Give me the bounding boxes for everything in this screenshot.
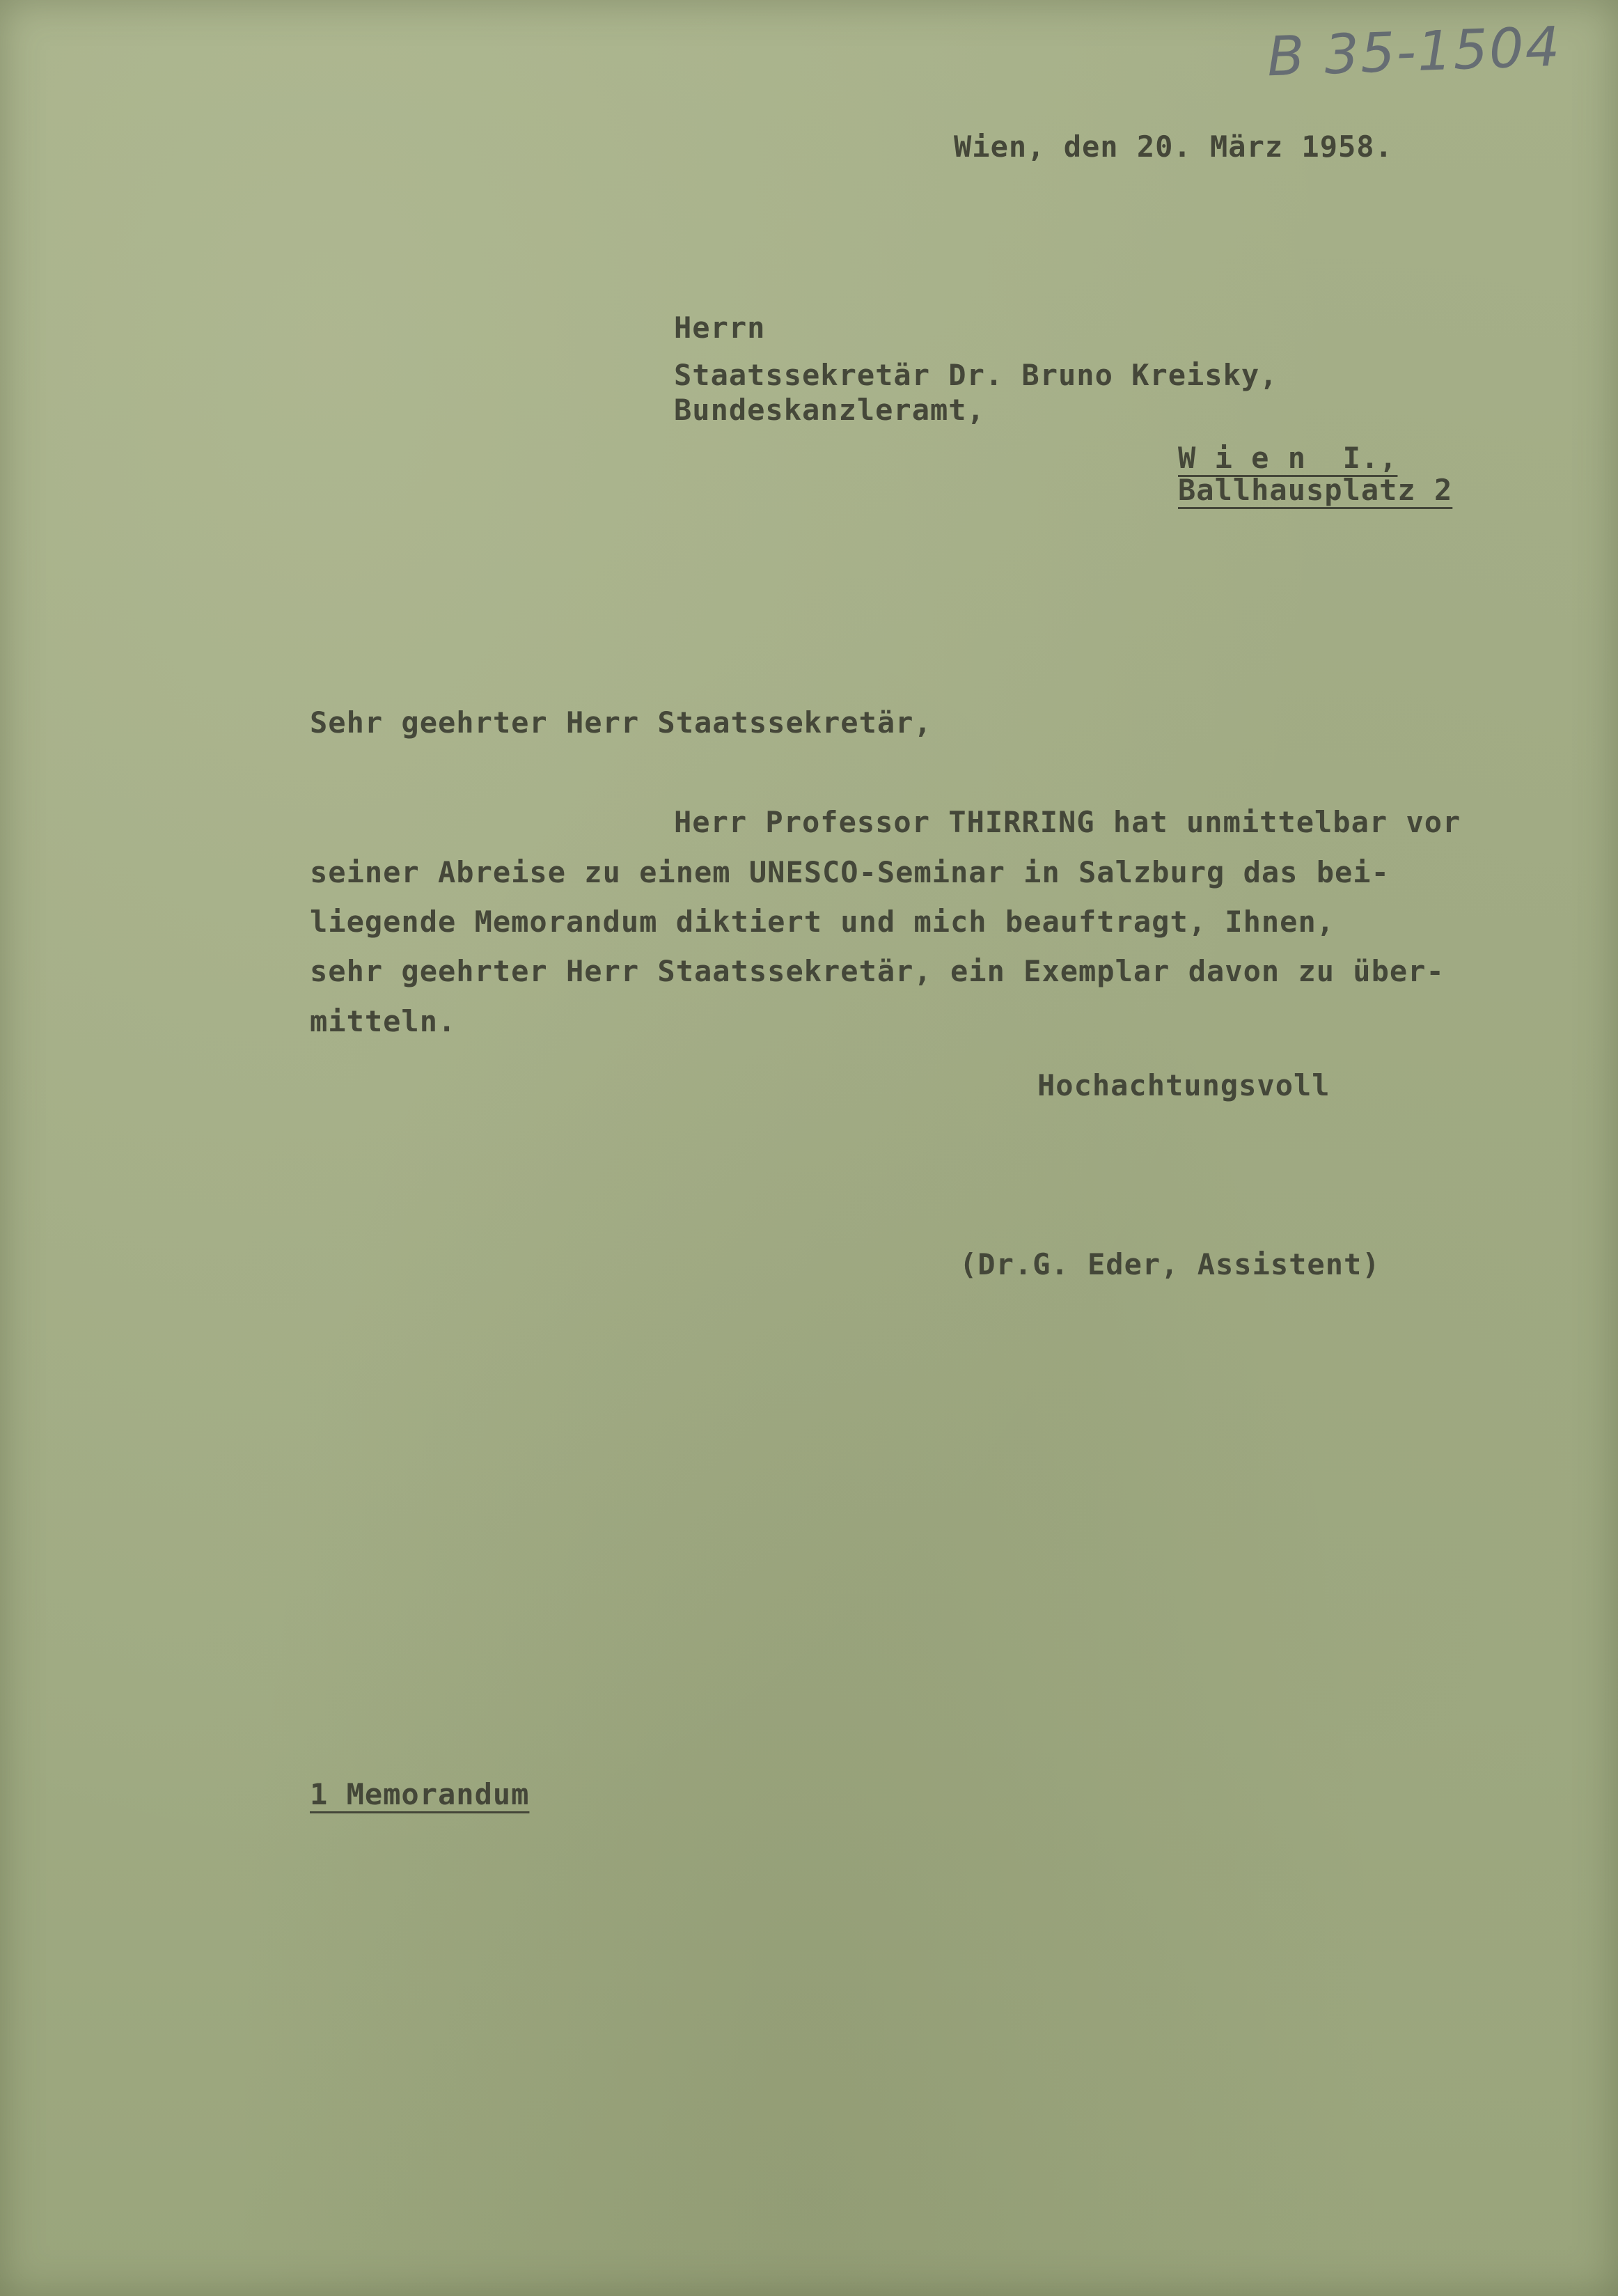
recipient-title-name: Staatssekretär Dr. Bruno Kreisky, <box>674 358 1278 392</box>
recipient-salutation: Herrn <box>674 311 766 345</box>
archive-reference-mark: B 35-1504 <box>1266 15 1562 89</box>
recipient-street: Ballhausplatz 2 <box>1178 473 1453 507</box>
body-line-1: Herr Professor THIRRING hat unmittelbar vor <box>674 805 1461 839</box>
closing: Hochachtungsvoll <box>1037 1068 1330 1102</box>
body-line-3: liegende Memorandum diktiert und mich beauftragt, Ihnen, <box>310 905 1335 939</box>
body-line-2: seiner Abreise zu einem UNESCO-Seminar in Salzburg das bei- <box>310 855 1390 889</box>
body-line-4: sehr geehrter Herr Staatssekretär, ein Exemplar davon zu über- <box>310 954 1445 988</box>
recipient-city: W i e n I., <box>1178 441 1398 475</box>
body-line-5: mitteln. <box>310 1004 457 1038</box>
recipient-office: Bundeskanzleramt, <box>674 393 985 427</box>
enclosure-note: 1 Memorandum <box>310 1777 530 1811</box>
date-line: Wien, den 20. März 1958. <box>954 130 1393 164</box>
signature: (Dr.G. Eder, Assistent) <box>959 1247 1381 1281</box>
greeting: Sehr geehrter Herr Staatssekretär, <box>310 705 932 740</box>
